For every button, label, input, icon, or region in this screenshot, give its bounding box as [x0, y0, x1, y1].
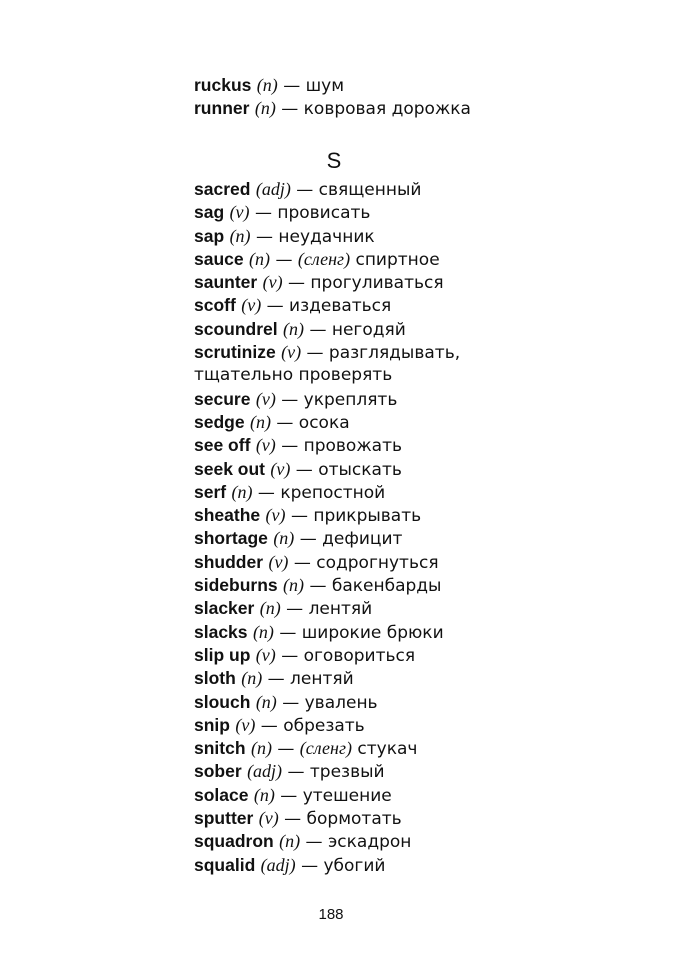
entry-translation: широкие брюки: [301, 622, 444, 643]
dictionary-entry: [194, 248, 634, 271]
entry-headword: snitch: [194, 738, 246, 759]
page-number: 188: [318, 906, 344, 923]
entry-translation: священный: [318, 180, 422, 200]
entry-headword: shortage: [194, 528, 268, 549]
entry-dash: —: [277, 739, 295, 760]
entry-dash: —: [284, 809, 302, 830]
entry-part-of-speech: (n): [249, 411, 271, 432]
entry-part-of-speech: (n): [255, 691, 277, 712]
entry-dash: —: [306, 343, 324, 364]
dictionary-entry: [194, 178, 634, 201]
entry-part-of-speech: (v): [270, 458, 291, 479]
dictionary-entry: [194, 854, 634, 877]
entry-dash: —: [257, 482, 275, 503]
dictionary-entry: [194, 364, 634, 387]
entry-headword: sloth: [194, 668, 236, 689]
entry-translation: бакенбарды: [331, 576, 442, 597]
entry-translation: спиртное: [355, 249, 440, 270]
entry-headword: runner: [194, 98, 250, 119]
entry-part-of-speech: (n): [231, 481, 253, 502]
dictionary-entry: [194, 784, 634, 807]
entry-part-of-speech: (n): [249, 248, 271, 269]
dictionary-entry: [194, 621, 634, 644]
entry-translation: содрогнуться: [316, 552, 439, 573]
entry-headword: sauce: [194, 248, 244, 269]
entry-translation: трезвый: [309, 762, 385, 783]
entry-dash: —: [279, 622, 297, 643]
entry-part-of-speech: (adj): [247, 761, 283, 782]
entry-dash: —: [254, 203, 272, 224]
entry-part-of-speech: (n): [253, 784, 275, 805]
entry-headword: snip: [194, 714, 230, 735]
entry-part-of-speech: (n): [259, 598, 281, 619]
entry-translation: обрезать: [283, 715, 365, 736]
entry-headword: sap: [194, 225, 225, 246]
entry-translation: крепостной: [280, 482, 386, 503]
entry-part-of-speech: (n): [273, 528, 295, 549]
dictionary-entry: [194, 434, 634, 457]
entry-translation: бормотать: [306, 809, 402, 830]
entry-part-of-speech: (n): [241, 668, 263, 689]
dictionary-entry: [194, 74, 634, 97]
entry-headword: seek out: [194, 458, 265, 479]
dictionary-entry: [194, 411, 634, 434]
entry-dash: —: [280, 785, 298, 806]
entry-dash: —: [275, 249, 293, 270]
entry-dash: —: [276, 412, 294, 433]
entry-headword: sputter: [194, 808, 254, 829]
entry-translation: убогий: [323, 855, 386, 876]
entry-headword: sober: [194, 761, 242, 782]
dictionary-entry: [194, 737, 634, 760]
entry-dash: —: [301, 855, 319, 876]
entry-headword: saunter: [194, 272, 258, 293]
entry-headword: scoff: [194, 295, 236, 316]
dictionary-entry: [194, 574, 634, 597]
entry-part-of-speech: (v): [258, 808, 279, 829]
entry-headword: solace: [194, 784, 249, 805]
entry-part-of-speech: (n): [252, 621, 274, 642]
entry-translation: неудачник: [278, 226, 375, 247]
dictionary-entry: [194, 644, 634, 667]
dictionary-entry: [194, 667, 634, 690]
entry-usage-note: (сленг): [299, 738, 352, 759]
entry-part-of-speech: (v): [265, 505, 286, 526]
dictionary-entry: [194, 294, 634, 317]
entry-translation: шум: [305, 76, 345, 96]
dictionary-entry: [194, 714, 634, 737]
dictionary-entry: [194, 388, 634, 411]
entry-dash: —: [299, 529, 317, 550]
entry-part-of-speech: (v): [255, 644, 276, 665]
entry-headword: sag: [194, 202, 225, 223]
entry-dash: —: [309, 576, 327, 597]
entry-headword: secure: [194, 388, 251, 409]
entry-dash: —: [255, 226, 273, 247]
entry-headword: slouch: [194, 691, 251, 712]
section-letter-heading: S: [326, 148, 342, 173]
dictionary-entry: [194, 527, 634, 550]
entries-list-s: [194, 178, 634, 877]
dictionary-entry: [194, 504, 634, 527]
entry-dash: —: [295, 459, 313, 480]
dictionary-entry: [194, 201, 634, 224]
entry-headword: ruckus: [194, 75, 252, 95]
dictionary-entry: [194, 341, 634, 364]
entry-dash: —: [260, 715, 278, 736]
entry-translation: осока: [298, 412, 350, 433]
entry-dash: —: [288, 273, 306, 294]
entry-part-of-speech: (v): [255, 388, 276, 409]
entry-part-of-speech: (n): [229, 225, 251, 246]
entry-translation: дефицит: [322, 529, 403, 550]
dictionary-entry: [194, 551, 634, 574]
dictionary-entry: [194, 807, 634, 830]
entry-part-of-speech: (v): [235, 714, 256, 735]
dictionary-entry: [194, 760, 634, 783]
entry-part-of-speech: (n): [256, 75, 278, 95]
entry-headword: serf: [194, 481, 227, 502]
entry-translation: эскадрон: [327, 832, 412, 853]
dictionary-entry: [194, 271, 634, 294]
entry-headword: slacker: [194, 598, 255, 619]
entries-list-top: [194, 74, 634, 121]
entry-translation: лентяй: [290, 669, 354, 690]
entry-part-of-speech: (v): [229, 202, 250, 223]
entry-dash: —: [286, 599, 304, 620]
entry-headword: sheathe: [194, 505, 261, 526]
entry-headword: sedge: [194, 411, 245, 432]
entry-translation: утешение: [302, 785, 392, 806]
entry-part-of-speech: (n): [279, 831, 301, 852]
entry-dash: —: [282, 692, 300, 713]
entry-dash: —: [287, 762, 305, 783]
entry-dash: —: [281, 436, 299, 457]
entry-headword: slip up: [194, 644, 251, 665]
entry-dash: —: [305, 832, 323, 853]
entry-part-of-speech: (v): [281, 342, 302, 363]
dictionary-entry: [194, 481, 634, 504]
entry-translation: негодяй: [331, 319, 406, 340]
entry-headword: shudder: [194, 551, 264, 572]
entry-translation: прикрывать: [313, 506, 422, 527]
entry-translation-continuation: тщательно проверять: [194, 365, 393, 386]
entry-dash: —: [266, 296, 284, 317]
entry-translation: издеваться: [289, 296, 392, 317]
entry-part-of-speech: (n): [283, 575, 305, 596]
entry-translation: прогуливаться: [310, 273, 444, 294]
entry-translation: стукач: [357, 739, 418, 760]
entry-part-of-speech: (n): [283, 318, 305, 339]
entry-headword: scrutinize: [194, 342, 276, 363]
entry-translation: лентяй: [308, 599, 373, 620]
dictionary-entry: [194, 318, 634, 341]
entry-translation: ковровая дорожка: [303, 99, 471, 120]
entry-part-of-speech: (n): [254, 98, 276, 119]
entry-part-of-speech: (v): [262, 272, 283, 293]
entry-dash: —: [281, 99, 299, 120]
entry-part-of-speech: (v): [241, 295, 262, 316]
entry-part-of-speech: (n): [250, 738, 272, 759]
entry-dash: —: [290, 506, 308, 527]
entry-part-of-speech: (adj): [260, 854, 296, 875]
entry-translation: провисать: [277, 203, 371, 224]
dictionary-entry: [194, 97, 634, 120]
dictionary-entry: [194, 691, 634, 714]
entry-part-of-speech: (adj): [255, 179, 291, 199]
entry-headword: squalid: [194, 854, 256, 875]
entry-translation: увалень: [304, 692, 378, 713]
entry-headword: sacred: [194, 179, 251, 199]
entry-translation: отыскать: [318, 459, 402, 480]
entry-headword: squadron: [194, 831, 274, 852]
dictionary-entry: [194, 597, 634, 620]
entry-part-of-speech: (v): [255, 435, 276, 456]
entry-dash: —: [281, 389, 299, 410]
entry-headword: scoundrel: [194, 318, 278, 339]
entry-translation: разглядывать,: [328, 343, 461, 364]
entry-translation: оговориться: [303, 645, 416, 666]
dictionary-entry: [194, 225, 634, 248]
dictionary-entry: [194, 458, 634, 481]
entry-dash: —: [309, 319, 327, 340]
entry-usage-note: (сленг): [297, 248, 351, 269]
entry-headword: slacks: [194, 621, 248, 642]
entry-dash: —: [267, 669, 285, 690]
entry-dash: —: [281, 645, 299, 666]
entry-translation: провожать: [303, 436, 402, 457]
entry-translation: укреплять: [303, 389, 398, 410]
entry-part-of-speech: (v): [268, 551, 289, 572]
entry-headword: sideburns: [194, 575, 278, 596]
entry-dash: —: [283, 76, 301, 96]
entry-dash: —: [296, 180, 314, 200]
entry-dash: —: [293, 552, 311, 573]
dictionary-entry: [194, 830, 634, 853]
entry-headword: see off: [194, 435, 251, 456]
